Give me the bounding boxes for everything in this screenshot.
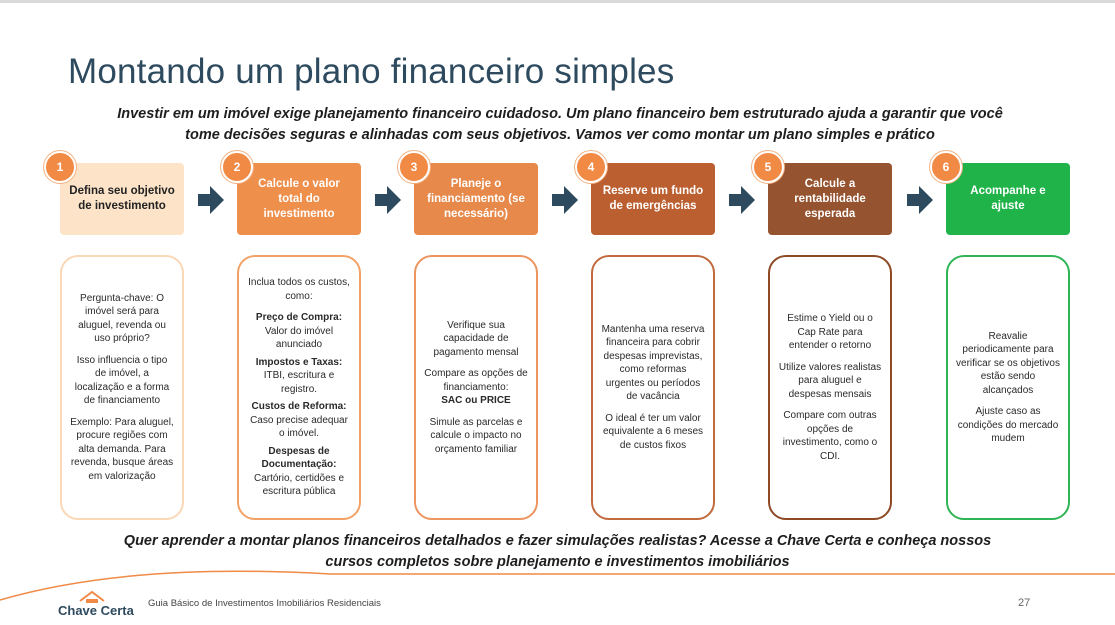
intro-line-1: Investir em um imóvel exige planejamento financeiro cuidadoso. Um plano financeiro bem estruturado ajuda a garantir que você (117, 106, 1003, 122)
card-2-item-text: Valor do imóvel anunciado (264, 325, 334, 351)
card-1-paragraph: Isso influencia o tipo de imóvel, a localização e a forma de financiamento (74, 354, 170, 407)
page-number: 27 (1018, 597, 1031, 609)
card-1-paragraph: Exemplo: Para aluguel, procure regiões com alta demanda. Para revenda, busque áreas em valorização (70, 416, 174, 482)
intro-text (60, 104, 1060, 146)
arrow-right-icon (907, 186, 933, 214)
card-2-item (247, 400, 351, 441)
step-6-number: 6 (930, 151, 962, 183)
card-4-paragraph: Mantenha uma reserva financeira para cobrir despesas imprevistas, como reformas urgentes ou períodos de vacância (601, 323, 705, 403)
card-3-highlight: SAC ou PRICE (441, 395, 511, 407)
step-2-number: 2 (221, 151, 253, 183)
step-5-box (768, 163, 892, 235)
card-3-text: Compare as opções de financiamento: (424, 368, 528, 393)
step-6-box (946, 163, 1070, 235)
step-2-box (237, 163, 361, 235)
step-1-label: Defina seu objetivo de investimento (69, 185, 175, 212)
card-3-paragraph: Verifique sua capacidade de pagamento mensal (433, 319, 519, 358)
step-5-details-card (768, 255, 892, 520)
step-4-number: 4 (575, 151, 607, 183)
card-5-paragraph: Estime o Yield ou o Cap Rate para entender o retorno (787, 313, 873, 351)
card-2-item-heading: Preço de Compra: (255, 312, 343, 324)
step-5-number: 5 (752, 151, 784, 183)
arrow-right-icon (729, 186, 755, 214)
card-6-paragraph: Ajuste caso as condições do mercado mudem (957, 406, 1059, 444)
page-title: Montando um plano financeiro simples (68, 52, 675, 91)
step-2-label: Calcule o valor total do investimento (258, 177, 340, 220)
brand-name: Chave Certa (58, 603, 134, 618)
card-2-intro: Inclua todos os custos, como: (248, 277, 350, 302)
card-2-item (247, 445, 351, 499)
card-2-item-text: ITBI, escritura e registro. (263, 370, 335, 395)
document-title: Guia Básico de Investimentos Imobiliários Residenciais (148, 598, 381, 609)
step-1-number: 1 (44, 151, 76, 183)
card-1-paragraph: Pergunta-chave: O imóvel será para aluguel, revenda ou uso próprio? (78, 292, 166, 345)
card-5-paragraph: Compare com outras opções de investimento, como o CDI. (782, 410, 878, 462)
step-5-label: Calcule a rentabilidade esperada (794, 177, 866, 220)
footer-decorative-curve (0, 560, 1115, 625)
card-2-item (247, 356, 351, 397)
cta-line-1: Quer aprender a montar planos financeiros detalhados e fazer simulações realistas? Acesse a Chave Certa e conheça nossos (123, 533, 992, 549)
step-3-label: Planeje o financiamento (se necessário) (427, 177, 525, 220)
card-2-item-text: Caso precise adequar o imóvel. (250, 414, 348, 440)
step-3-details-card (414, 255, 538, 520)
cta-line-2: cursos completos sobre planejamento e investimentos imobiliários (325, 554, 790, 570)
card-2-item-heading: Despesas de Documentação: (261, 445, 337, 471)
step-6-details-card (946, 255, 1070, 520)
card-3-paragraph: Simule as parcelas e calcule o impacto no orçamento familiar (429, 416, 523, 455)
step-2-details-card (237, 255, 361, 520)
top-divider (0, 0, 1115, 3)
step-3-number: 3 (398, 151, 430, 183)
card-2-item-heading: Custos de Reforma: (251, 401, 347, 413)
step-4-box (591, 163, 715, 235)
step-4-label: Reserve um fundo de emergências (602, 185, 704, 212)
step-4-details-card (591, 255, 715, 520)
card-5-paragraph: Utilize valores realistas para aluguel e despesas mensais (778, 361, 882, 400)
card-4-paragraph: O ideal é ter um valor equivalente a 6 meses de custos fixos (602, 412, 704, 451)
step-3-box (414, 163, 538, 235)
step-1-box (60, 163, 184, 235)
card-6-paragraph: Reavalie periodicamente para verificar se os objetivos estão sendo alcançados (956, 330, 1060, 396)
intro-line-2: tome decisões seguras e alinhadas com seus objetivos. Vamos ver como montar um plano simples e prático (185, 127, 935, 143)
card-2-item (247, 311, 351, 352)
card-2-item-heading: Impostos e Taxas: (255, 356, 343, 368)
step-6-label: Acompanhe e ajuste (970, 185, 1046, 212)
card-2-item-text: Cartório, certidões e escritura pública (253, 472, 345, 498)
card-3-paragraph (424, 367, 528, 408)
arrow-right-icon (198, 186, 224, 214)
step-1-details-card (60, 255, 184, 520)
arrow-right-icon (375, 186, 401, 214)
arrow-right-icon (552, 186, 578, 214)
